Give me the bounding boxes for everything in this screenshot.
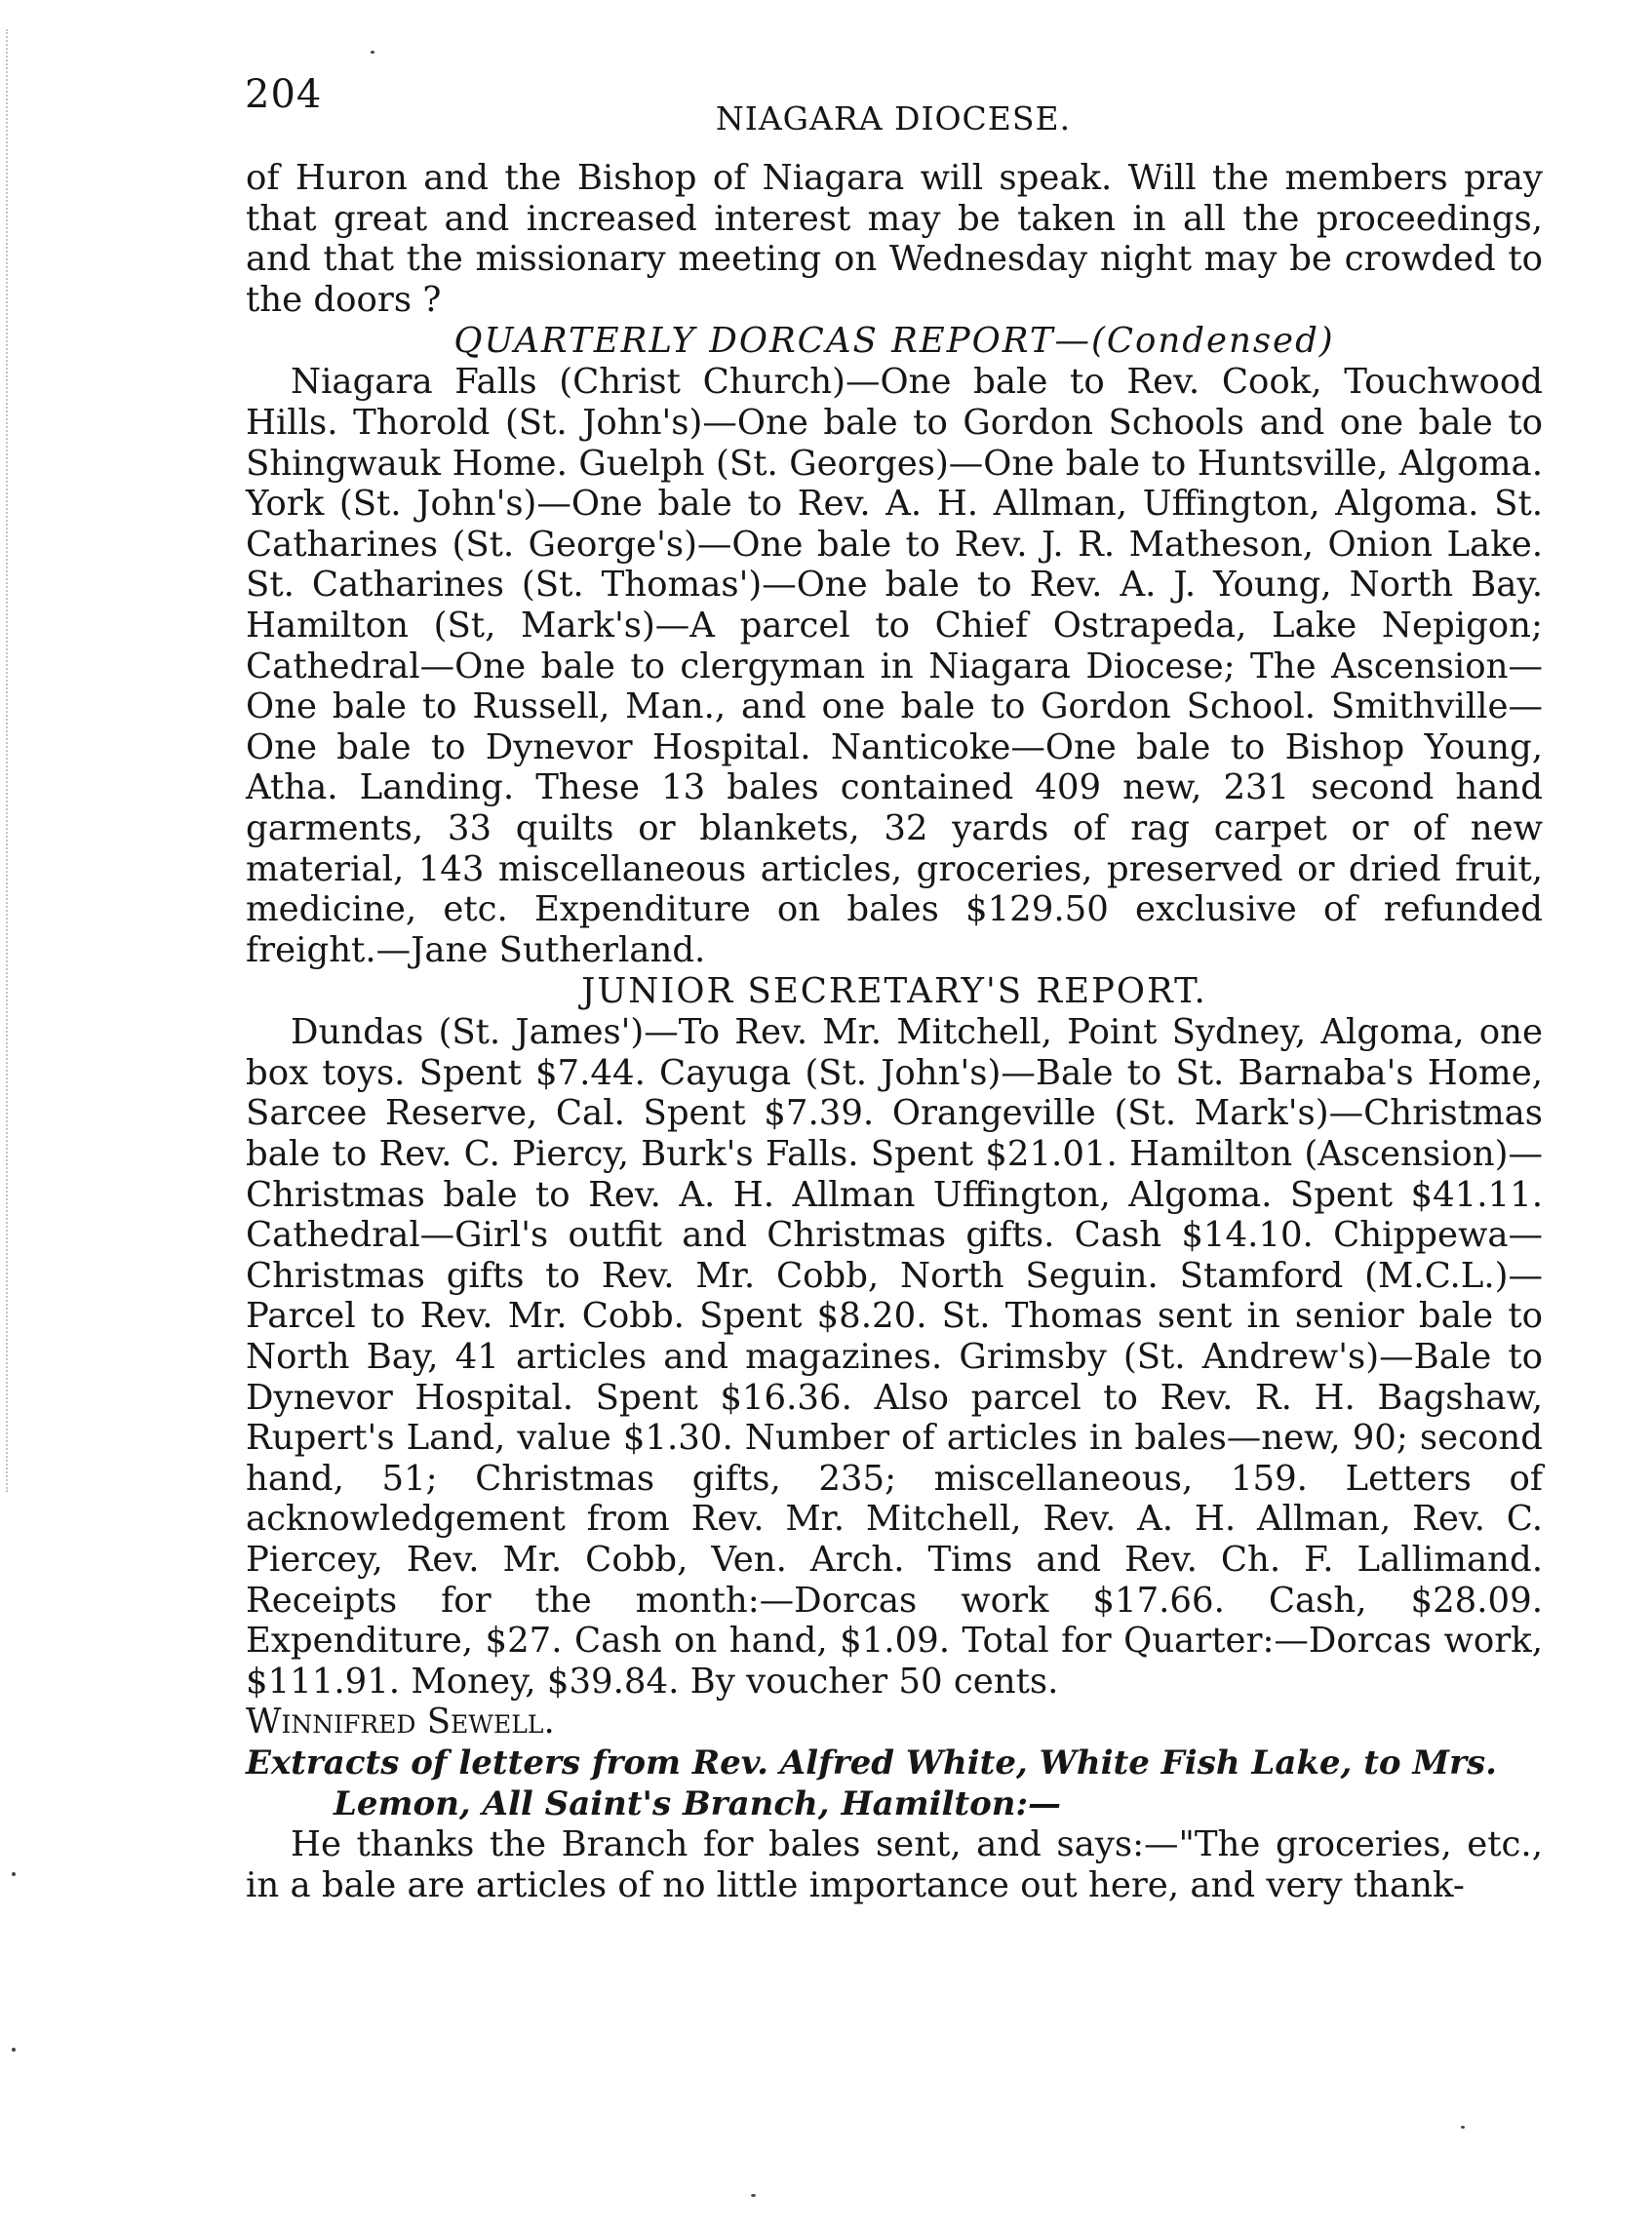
extracts-heading (246, 1743, 1543, 1824)
page-header-title: NIAGARA DIOCESE. (715, 99, 1072, 138)
junior-report-signature: Winnifred Sewell. (246, 1702, 555, 1743)
opening-paragraph: of Huron and the Bishop of Niagara will speak. Will the members pray that great and increased interest may be taken in all the proceedings, and that the missionary meeting on Wednesday night may be crowded to the doors ? (246, 158, 1543, 320)
extracts-heading-line-1: Extracts of letters from Rev. Alfred White, White Fish Lake, to Mrs. (246, 1743, 1497, 1782)
extract-paragraph: He thanks the Branch for bales sent, and says:—"The groceries, etc., in a bale are articles of no little importance out here, and very thank- (246, 1823, 1543, 1905)
body-text (246, 158, 1543, 1905)
dorcas-report-heading: QUARTERLY DORCAS REPORT—(Condensed) (453, 321, 1335, 362)
junior-report-heading: JUNIOR SECRETARY'S REPORT. (581, 971, 1207, 1012)
junior-report-paragraph: Dundas (St. James')—To Rev. Mr. Mitchell, Point Sydney, Algoma, one box toys. Spent $7.44. Cayuga (St. John's)—Bale to St. Barnaba's Home, Sarcee Reserve, Cal. Spent $7.39. Orangeville (St. Mark's)—Christmas bale to Rev. C. Piercy, Burk's Falls. Spent $21.01. Hamilton (Ascension)—Christmas bale to Rev. A. H. Allman Uffington, Algoma. Spent $41.11. Cathedral—Girl's outfit and Christmas gifts. Cash $14.10. Chippewa—Christmas gifts to Rev. Mr. Cobb, North Seguin. Stamford (M.C.L.)—Parcel to Rev. Mr. Cobb. Spent $8.20. St. Thomas sent in senior bale to North Bay, 41 articles and magazines. Grimsby (St. Andrew's)—Bale to Dynevor Hospital. Spent $16.36. Also parcel to Rev. R. H. Bagshaw, Rupert's Land, value $1.30. Number of articles in bales—new, 90; second hand, 51; Christmas gifts, 235; miscellaneous, 159. Letters of acknowledgement from Rev. Mr. Mitchell, Rev. A. H. Allman, Rev. C. Piercey, Rev. Mr. Cobb, Ven. Arch. Tims and Rev. Ch. F. Lallimand. Receipts for the month:—Dorcas work $17.66. Cash, $28.09. Expenditure, $27. Cash on hand, $1.09. Total for Quarter:—Dorcas work, $111.91. Money, $39.84. By voucher 50 cents. (246, 1012, 1543, 1702)
scan-margin-marks (6, 29, 23, 1492)
page-number: 204 (245, 72, 323, 117)
running-head (245, 68, 1542, 138)
dorcas-report-paragraph: Niagara Falls (Christ Church)—One bale to Rev. Cook, Touchwood Hills. Thorold (St. John's)—One bale to Gordon Schools and one bale to Shingwauk Home. Guelph (St. Georges)—One bale to Huntsville, Algoma. York (St. John's)—One bale to Rev. A. H. Allman, Uffington, Algoma. St. Catharines (St. George's)—One bale to Rev. J. R. Matheson, Onion Lake. St. Catharines (St. Thomas')—One bale to Rev. A. J. Young, North Bay. Hamilton (St, Mark's)—A parcel to Chief Ostrapeda, Lake Nepigon; Cathedral—One bale to clergyman in Niagara Diocese; The Ascension—One bale to Russell, Man., and one bale to Gordon School. Smithville—One bale to Dynevor Hospital. Nanticoke—One bale to Bishop Young, Atha. Landing. These 13 bales contained 409 new, 231 second hand garments, 33 quilts or blankets, 32 yards of rag carpet or of new material, 143 miscellaneous articles, groceries, preserved or dried fruit, medicine, etc. Expenditure on bales $129.50 exclusive of refunded freight.—Jane Sutherland. (246, 362, 1543, 970)
extracts-heading-line-2: Lemon, All Saint's Branch, Hamilton:— (334, 1783, 1062, 1823)
